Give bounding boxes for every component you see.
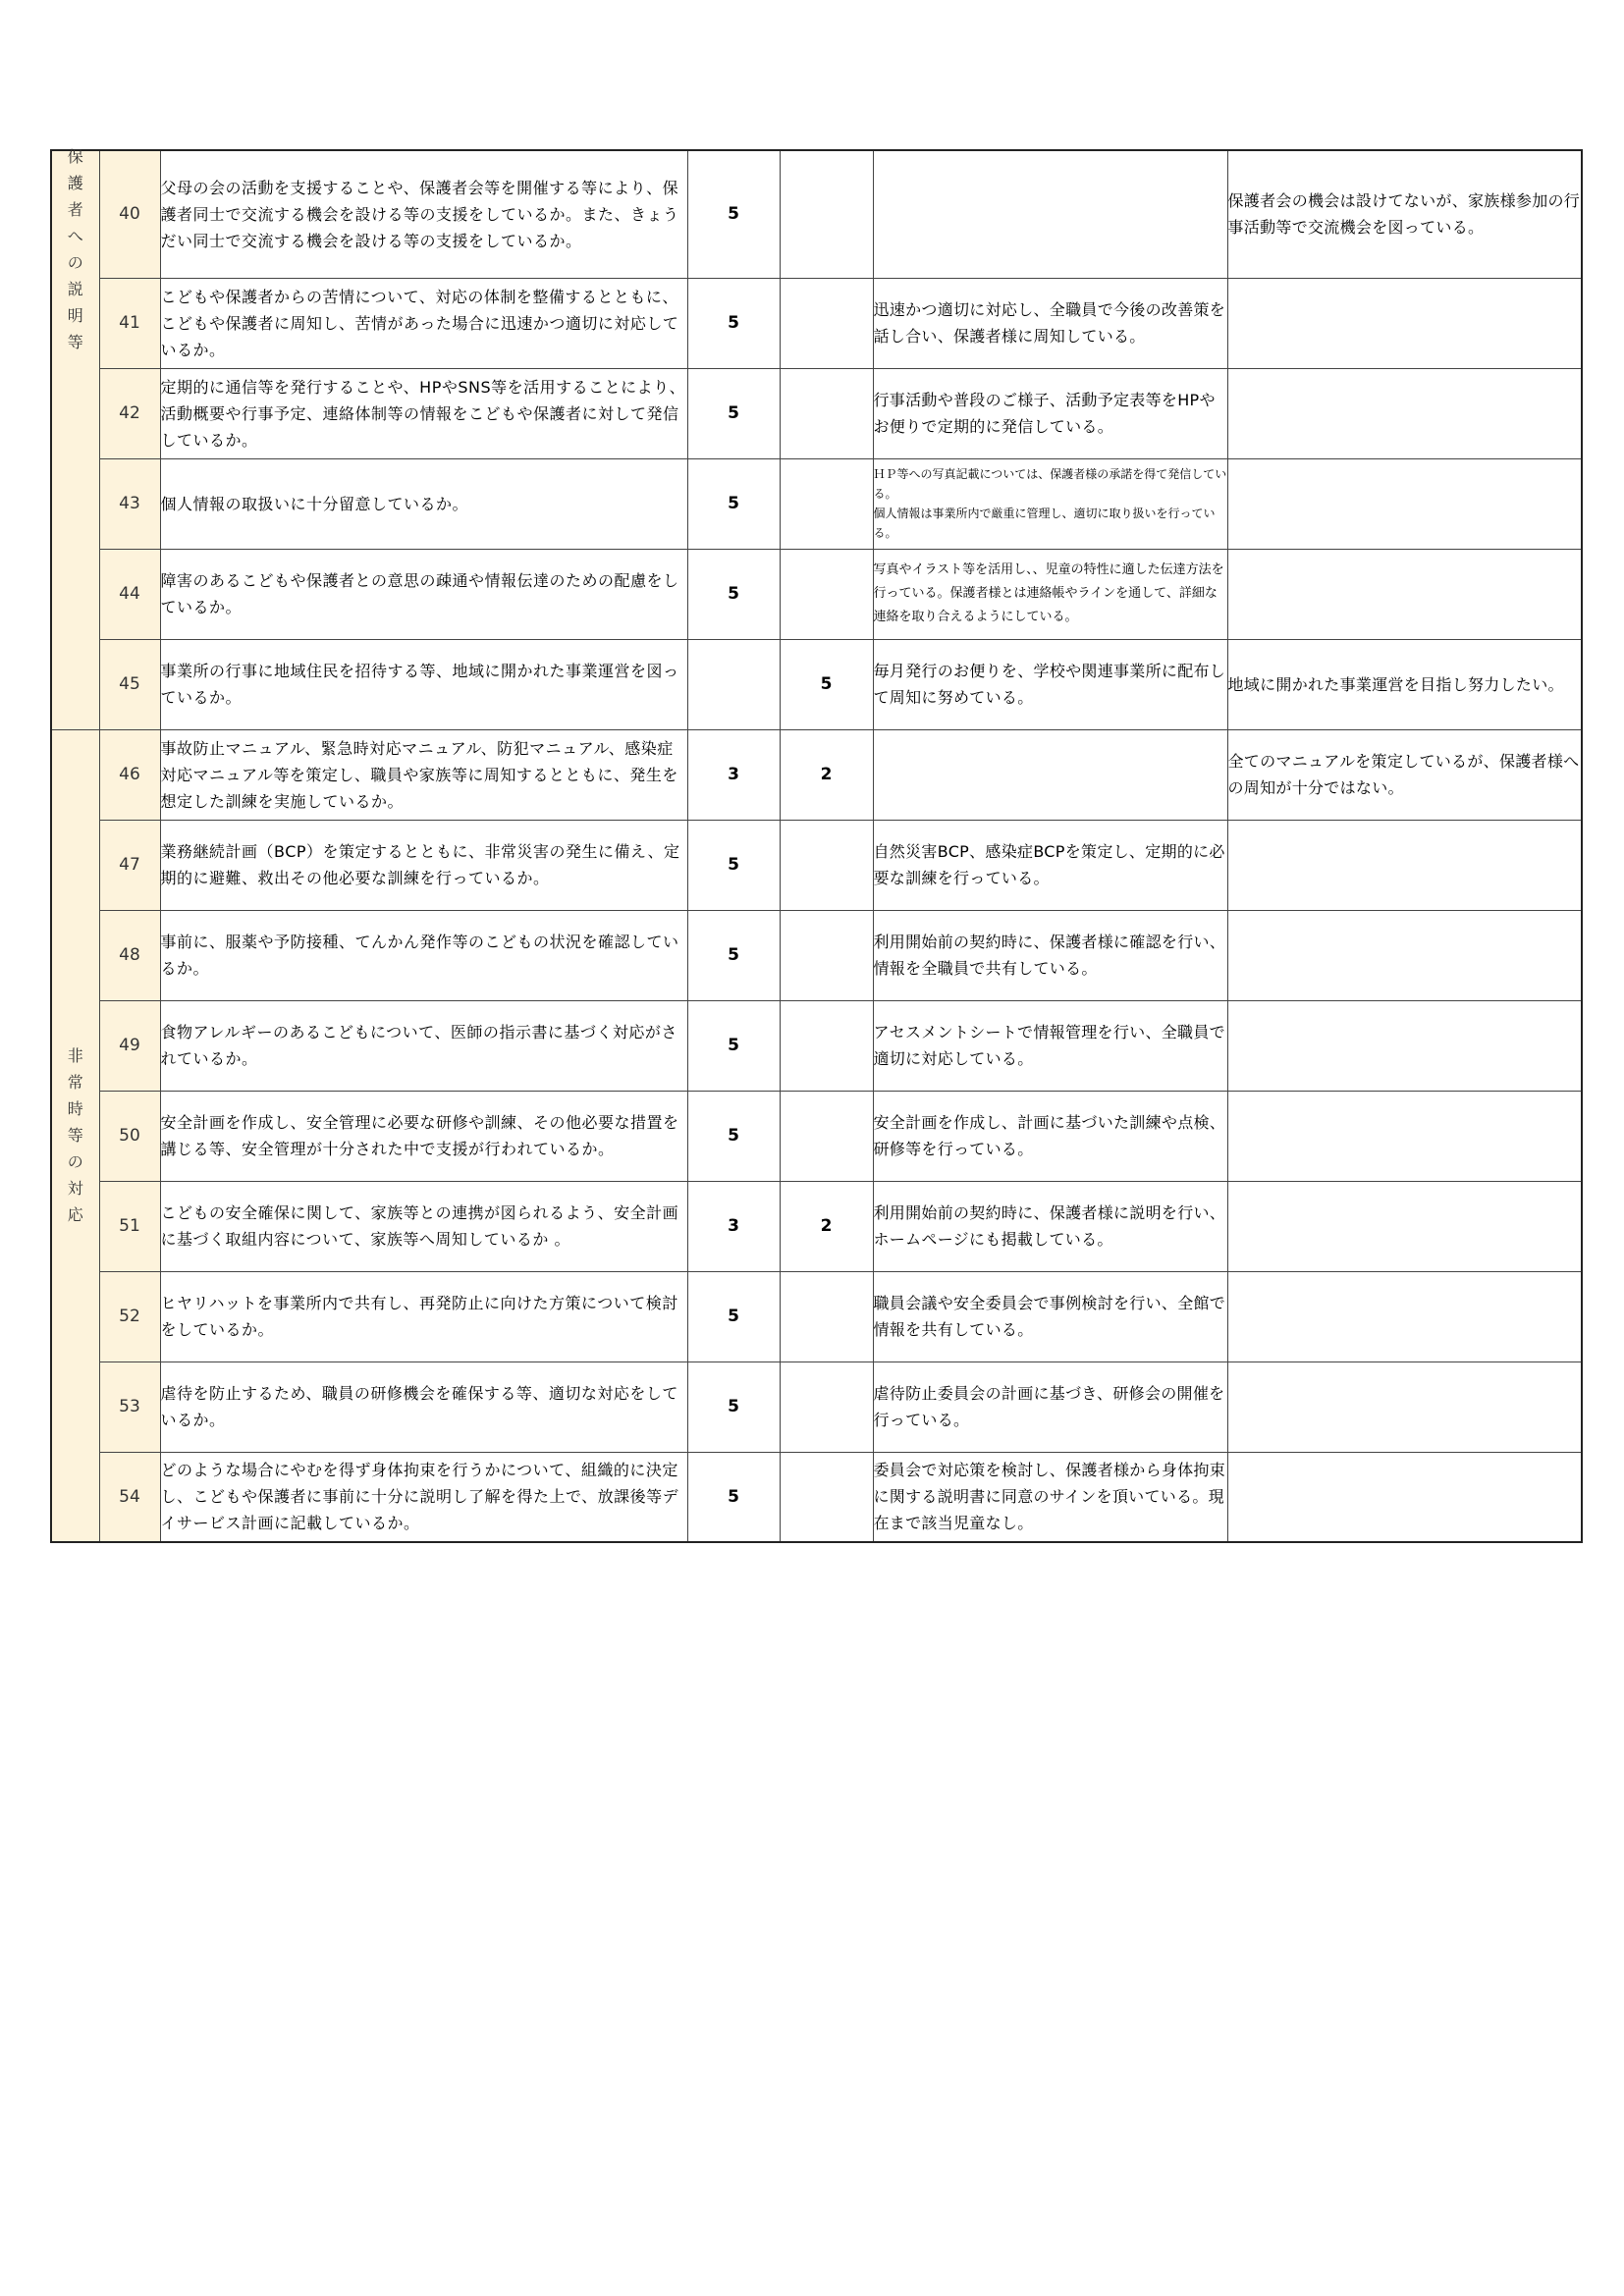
- question-text: こどもや保護者からの苦情について、対応の体制を整備するとともに、こどもや保護者に周知し、苦情があった場合に迅速かつ適切に対応しているか。: [160, 278, 687, 368]
- table-row: [51, 1452, 1582, 1542]
- question-text: こどもの安全確保に関して、家族等との連携が図られるよう、安全計画に基づく取組内容について、家族等へ周知しているか 。: [160, 1181, 687, 1271]
- item-number: 44: [99, 549, 160, 639]
- table-row: [51, 368, 1582, 458]
- improvement-remark: [1227, 278, 1582, 368]
- improvement-remark: [1227, 549, 1582, 639]
- status-comment: 利用開始前の契約時に、保護者様に確認を行い、情報を全職員で共有している。: [873, 910, 1227, 1000]
- score-yes: 5: [687, 150, 780, 278]
- question-text: どのような場合にやむを得ず身体拘束を行うかについて、組織的に決定し、こどもや保護者に事前に十分に説明し了解を得た上で、放課後等デイサービス計画に記載しているか。: [160, 1452, 687, 1542]
- question-text: 定期的に通信等を発行することや、HPやSNS等を活用することにより、活動概要や行事予定、連絡体制等の情報をこどもや保護者に対して発信しているか。: [160, 368, 687, 458]
- table-row: [51, 458, 1582, 549]
- improvement-remark: [1227, 1271, 1582, 1362]
- question-text: 食物アレルギーのあるこどもについて、医師の指示書に基づく対応がされているか。: [160, 1000, 687, 1091]
- improvement-remark: [1227, 910, 1582, 1000]
- score-partial: [780, 150, 873, 278]
- improvement-remark: 保護者会の機会は設けてないが、家族様参加の行事活動等で交流機会を図っている。: [1227, 150, 1582, 278]
- improvement-remark: [1227, 368, 1582, 458]
- score-yes: 5: [687, 1271, 780, 1362]
- score-yes: 5: [687, 1091, 780, 1181]
- table-row: [51, 910, 1582, 1000]
- score-yes: [687, 639, 780, 729]
- question-text: 事前に、服薬や予防接種、てんかん発作等のこどもの状況を確認しているか。: [160, 910, 687, 1000]
- evaluation-table-body: [51, 147, 1582, 1542]
- item-number: 53: [99, 1362, 160, 1452]
- question-text: 虐待を防止するため、職員の研修機会を確保する等、適切な対応をしているか。: [160, 1362, 687, 1452]
- score-yes: 5: [687, 458, 780, 549]
- status-comment: 毎月発行のお便りを、学校や関連事業所に配布して周知に努めている。: [873, 639, 1227, 729]
- status-comment: 安全計画を作成し、計画に基づいた訓練や点検、研修等を行っている。: [873, 1091, 1227, 1181]
- item-number: 42: [99, 368, 160, 458]
- table-row: [51, 639, 1582, 729]
- item-number: 47: [99, 820, 160, 910]
- question-text: 事業所の行事に地域住民を招待する等、地域に開かれた事業運営を図っているか。: [160, 639, 687, 729]
- item-number: 41: [99, 278, 160, 368]
- question-text: 個人情報の取扱いに十分留意しているか。: [160, 458, 687, 549]
- table-row: [51, 1000, 1582, 1091]
- table-row: [51, 549, 1582, 639]
- item-number: 46: [99, 729, 160, 820]
- improvement-remark: [1227, 1452, 1582, 1542]
- score-yes: 5: [687, 1452, 780, 1542]
- item-number: 48: [99, 910, 160, 1000]
- status-comment: 職員会議や安全委員会で事例検討を行い、全館で情報を共有している。: [873, 1271, 1227, 1362]
- score-yes: 5: [687, 549, 780, 639]
- score-partial: [780, 1362, 873, 1452]
- table-row: [51, 1181, 1582, 1271]
- status-comment: [873, 150, 1227, 278]
- item-number: 50: [99, 1091, 160, 1181]
- status-comment: 虐待防止委員会の計画に基づき、研修会の開催を行っている。: [873, 1362, 1227, 1452]
- status-comment: 委員会で対応策を検討し、保護者様から身体拘束に関する説明書に同意のサインを頂いている。現在まで該当児童なし。: [873, 1452, 1227, 1542]
- table-row: [51, 820, 1582, 910]
- table-row: [51, 1362, 1582, 1452]
- item-number: 43: [99, 458, 160, 549]
- improvement-remark: [1227, 458, 1582, 549]
- improvement-remark: 全てのマニュアルを策定しているが、保護者様への周知が十分ではない。: [1227, 729, 1582, 820]
- question-text: 障害のあるこどもや保護者との意思の疎通や情報伝達のための配慮をしているか。: [160, 549, 687, 639]
- score-partial: [780, 820, 873, 910]
- improvement-remark: [1227, 820, 1582, 910]
- evaluation-table: [50, 149, 1583, 1543]
- score-yes: 3: [687, 1181, 780, 1271]
- score-partial: [780, 549, 873, 639]
- score-partial: 5: [780, 639, 873, 729]
- score-partial: [780, 910, 873, 1000]
- score-partial: [780, 368, 873, 458]
- status-comment: ＨＰ等への写真記載については、保護者様の承諾を得て発信している。 個人情報は事業所内で厳重に管理し、適切に取り扱いを行っている。: [873, 458, 1227, 549]
- score-partial: [780, 1271, 873, 1362]
- status-comment: 写真やイラスト等を活用し、、児童の特性に適した伝達方法を行っている。保護者様とは連絡帳やラインを通して、詳細な連絡を取り合えるようにしている。: [873, 549, 1227, 639]
- table-row: [51, 1271, 1582, 1362]
- question-text: 安全計画を作成し、安全管理に必要な研修や訓練、その他必要な措置を講じる等、安全管理が十分された中で支援が行われているか。: [160, 1091, 687, 1181]
- score-partial: 2: [780, 729, 873, 820]
- item-number: 54: [99, 1452, 160, 1542]
- score-partial: [780, 278, 873, 368]
- question-text: 事故防止マニュアル、緊急時対応マニュアル、防犯マニュアル、感染症対応マニュアル等を策定し、職員や家族等に周知するとともに、発生を想定した訓練を実施しているか。: [160, 729, 687, 820]
- score-partial: [780, 1452, 873, 1542]
- item-number: 49: [99, 1000, 160, 1091]
- table-row: [51, 1091, 1582, 1181]
- score-partial: 2: [780, 1181, 873, 1271]
- table-row: [51, 729, 1582, 820]
- category-cell: [51, 729, 99, 1542]
- table-row: [51, 150, 1582, 278]
- improvement-remark: [1227, 1091, 1582, 1181]
- score-yes: 5: [687, 278, 780, 368]
- category-label: 非常時等の対応: [67, 1046, 83, 1225]
- improvement-remark: [1227, 1000, 1582, 1091]
- question-text: 父母の会の活動を支援することや、保護者会等を開催する等により、保護者同士で交流する機会を設ける等の支援をしているか。また、きょうだい同士で交流する機会を設ける等の支援をしているか。: [160, 150, 687, 278]
- status-comment: 行事活動や普段のご様子、活動予定表等をHPやお便りで定期的に発信している。: [873, 368, 1227, 458]
- score-yes: 5: [687, 910, 780, 1000]
- score-yes: 5: [687, 820, 780, 910]
- item-number: 52: [99, 1271, 160, 1362]
- score-yes: 3: [687, 729, 780, 820]
- score-yes: 5: [687, 368, 780, 458]
- status-comment: 自然災害BCP、感染症BCPを策定し、定期的に必要な訓練を行っている。: [873, 820, 1227, 910]
- status-comment: 利用開始前の契約時に、保護者様に説明を行い、ホームページにも掲載している。: [873, 1181, 1227, 1271]
- score-yes: 5: [687, 1362, 780, 1452]
- score-yes: 5: [687, 1000, 780, 1091]
- status-comment: アセスメントシートで情報管理を行い、全職員で適切に対応している。: [873, 1000, 1227, 1091]
- improvement-remark: 地域に開かれた事業運営を目指し努力したい。: [1227, 639, 1582, 729]
- item-number: 40: [99, 150, 160, 278]
- item-number: 45: [99, 639, 160, 729]
- improvement-remark: [1227, 1181, 1582, 1271]
- status-comment: [873, 729, 1227, 820]
- category-label: 保護者への説明等: [67, 147, 83, 351]
- improvement-remark: [1227, 1362, 1582, 1452]
- score-partial: [780, 1091, 873, 1181]
- table-row: [51, 278, 1582, 368]
- category-cell: [51, 147, 99, 729]
- status-comment: 迅速かつ適切に対応し、全職員で今後の改善策を話し合い、保護者様に周知している。: [873, 278, 1227, 368]
- item-number: 51: [99, 1181, 160, 1271]
- question-text: 業務継続計画（BCP）を策定するとともに、非常災害の発生に備え、定期的に避難、救出その他必要な訓練を行っているか。: [160, 820, 687, 910]
- score-partial: [780, 1000, 873, 1091]
- score-partial: [780, 458, 873, 549]
- question-text: ヒヤリハットを事業所内で共有し、再発防止に向けた方策について検討をしているか。: [160, 1271, 687, 1362]
